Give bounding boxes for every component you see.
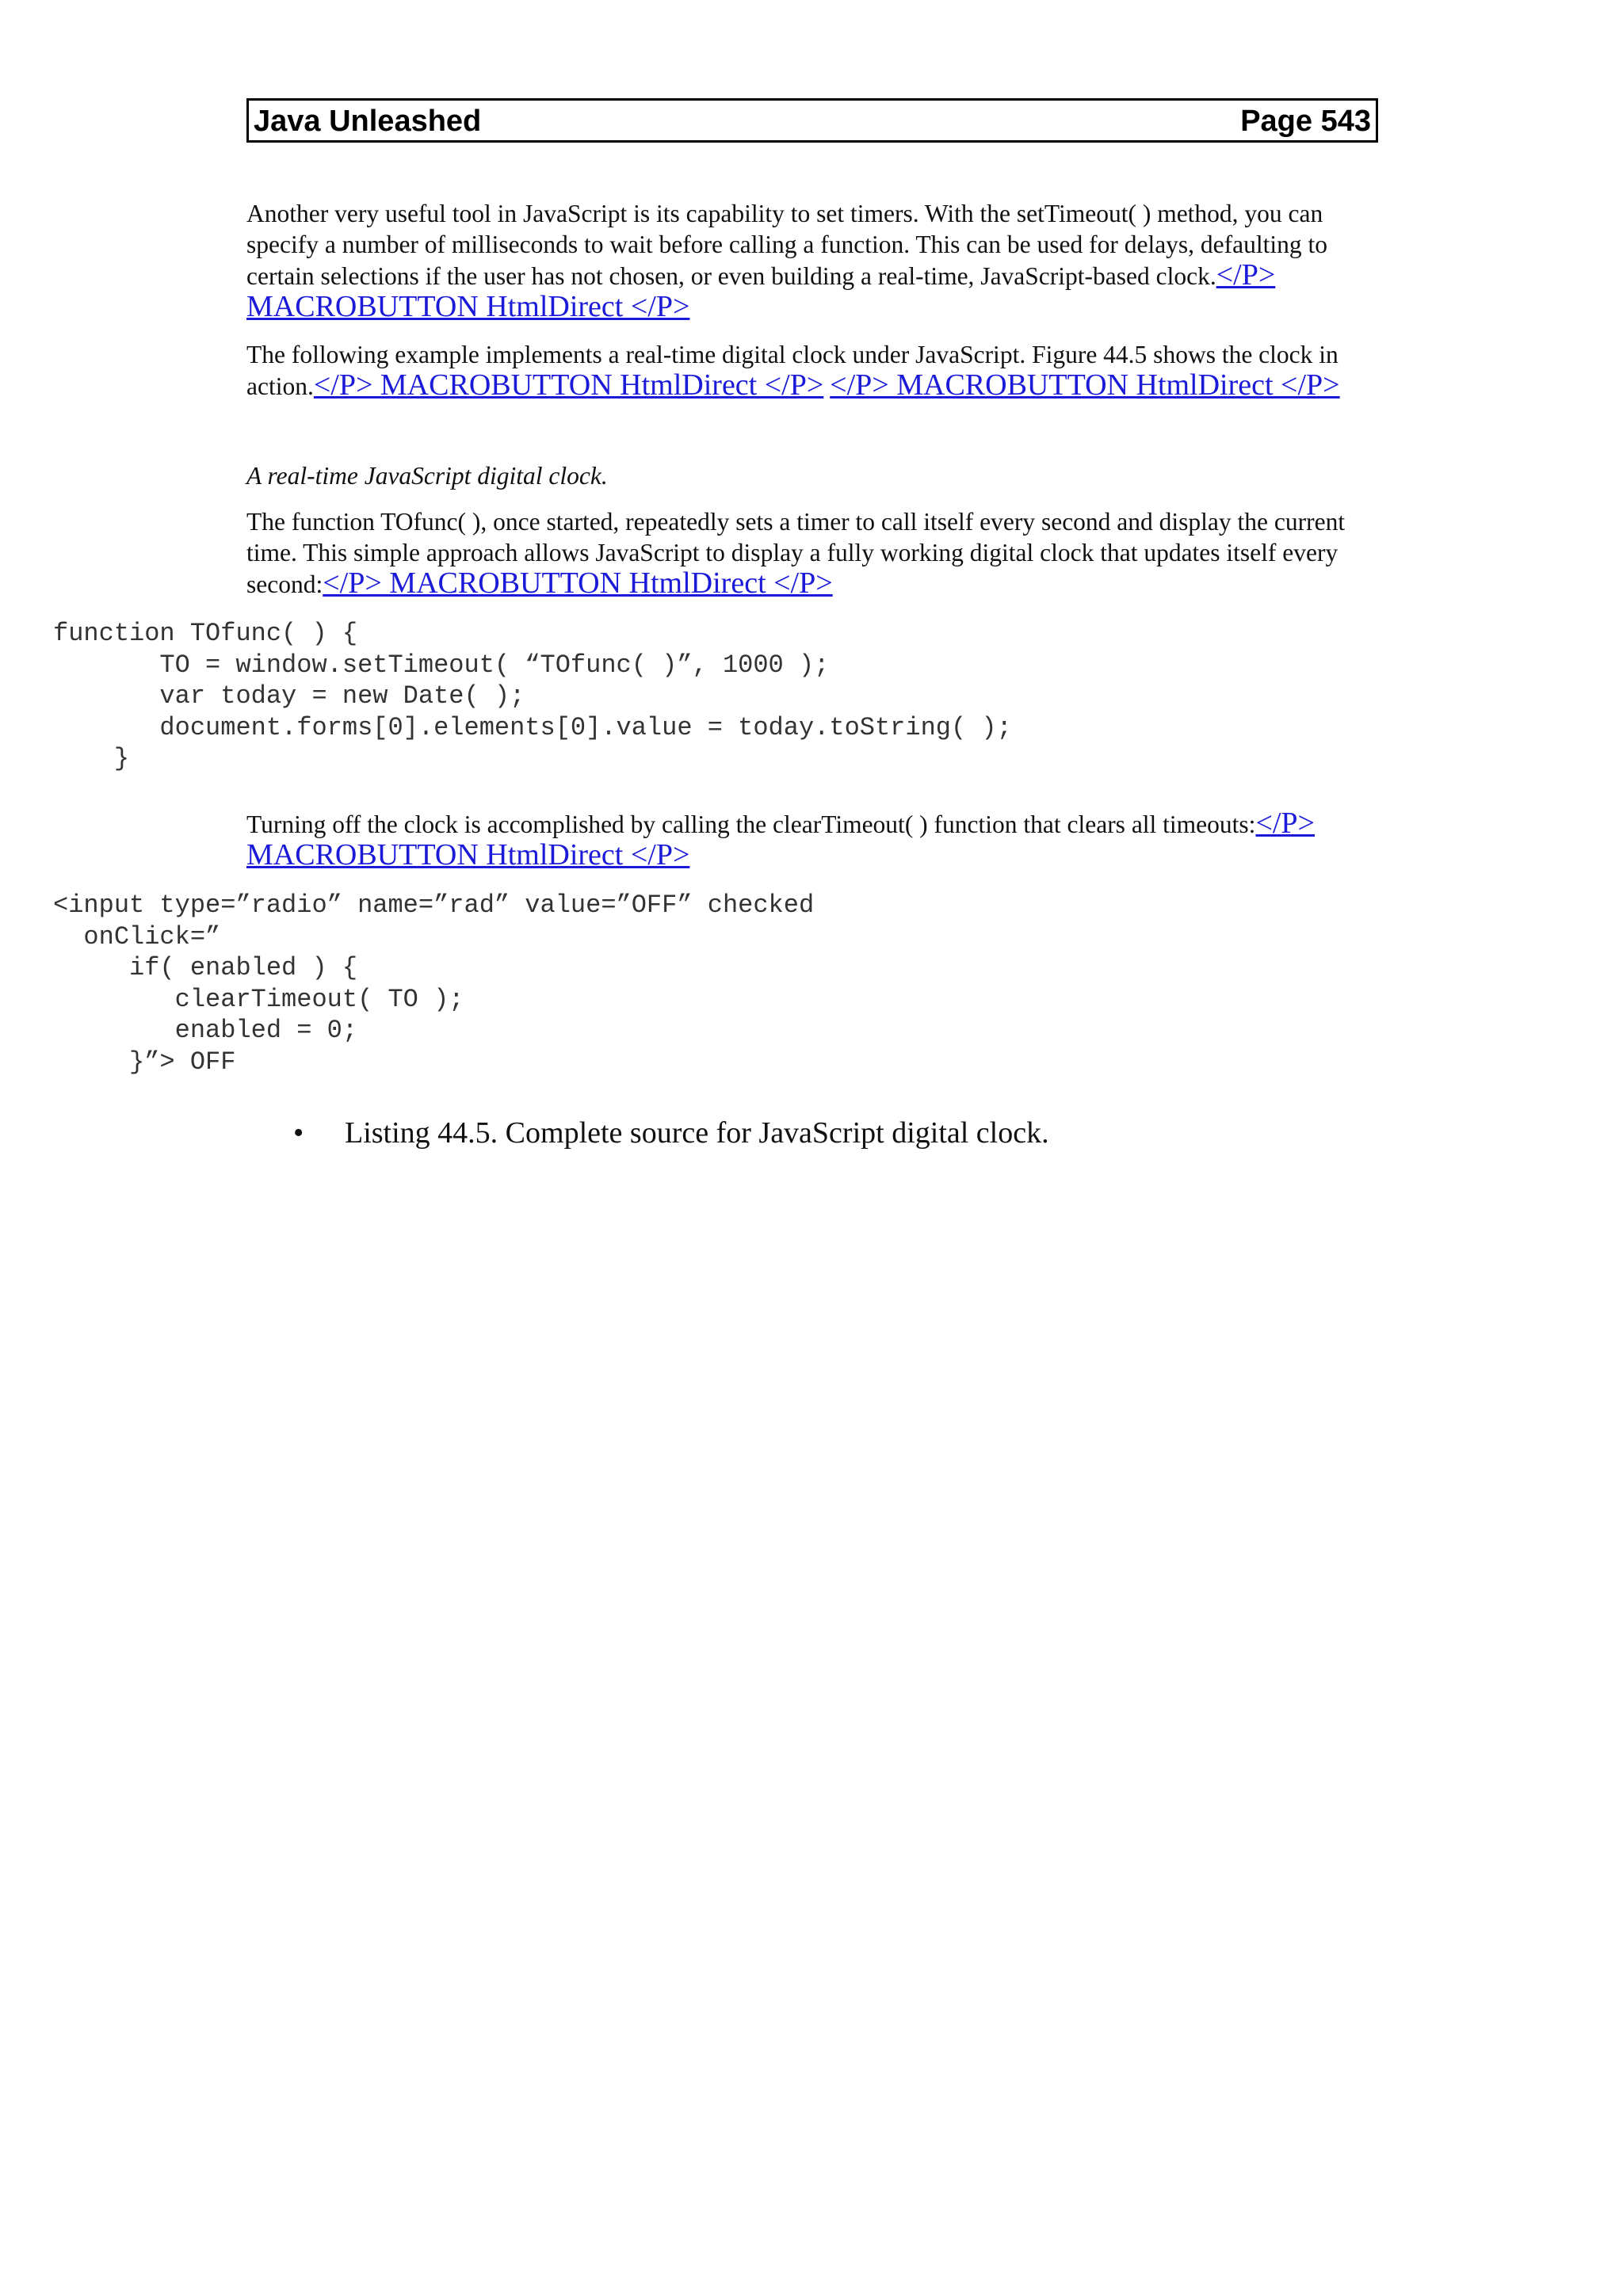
code-block-radio-input: <input type=”radio” name=”rad” value=”OFF” checked onClick=” if( enabled ) { clearTimeout( TO ); enabled = 0; }”> OFF (53, 891, 815, 1077)
paragraph-text: The following example implements a real-time digital clock under JavaScript. Figure 44.5 shows the clock in action. (246, 341, 1338, 400)
code-block-tofunc: function TOfunc( ) { TO = window.setTimeout( “TOfunc( )”, 1000 ); var today = new Date( ); document.forms[0].elements[0].value = today.toString( ); } (53, 619, 1012, 773)
paragraph-timers (246, 198, 1380, 323)
listing-caption: A real-time JavaScript digital clock. (246, 462, 608, 490)
bullet-icon: • (293, 1116, 304, 1150)
paragraph-tofunc (246, 506, 1380, 600)
book-title: Java Unleashed (254, 105, 482, 138)
macrobutton-link[interactable]: </P> MACROBUTTON HtmlDirect </P> (246, 258, 1276, 323)
paragraph-text: The function TOfunc( ), once started, repeatedly sets a timer to call itself every second and display the current time. This simple approach allows JavaScript to display a fully working digital clock that updates itself every second: (246, 508, 1346, 598)
macrobutton-link[interactable]: </P> MACROBUTTON HtmlDirect </P> (313, 368, 824, 402)
page-number: Page 543 (1240, 105, 1371, 138)
macrobutton-link[interactable]: </P> MACROBUTTON HtmlDirect </P> (323, 566, 833, 600)
paragraph-text: Another very useful tool in JavaScript is its capability to set timers. With the setTimeout( ) method, you can specify a number of milliseconds to wait before calling a function. This can be used for delays, defaulting to certain selections if the user has not chosen, or even building a real-time, JavaScript-based clock. (246, 200, 1328, 290)
macrobutton-link[interactable]: </P> MACROBUTTON HtmlDirect </P> (830, 368, 1340, 402)
macrobutton-link[interactable]: </P> MACROBUTTON HtmlDirect </P> (246, 807, 1315, 871)
paragraph-cleartimeout (246, 808, 1380, 871)
paragraph-example (246, 339, 1380, 402)
paragraph-text: Turning off the clock is accomplished by calling the clearTimeout( ) function that clears all timeouts: (246, 810, 1256, 838)
bullet-text: Listing 44.5. Complete source for JavaScript digital clock. (345, 1116, 1049, 1150)
page-header (246, 98, 1378, 143)
